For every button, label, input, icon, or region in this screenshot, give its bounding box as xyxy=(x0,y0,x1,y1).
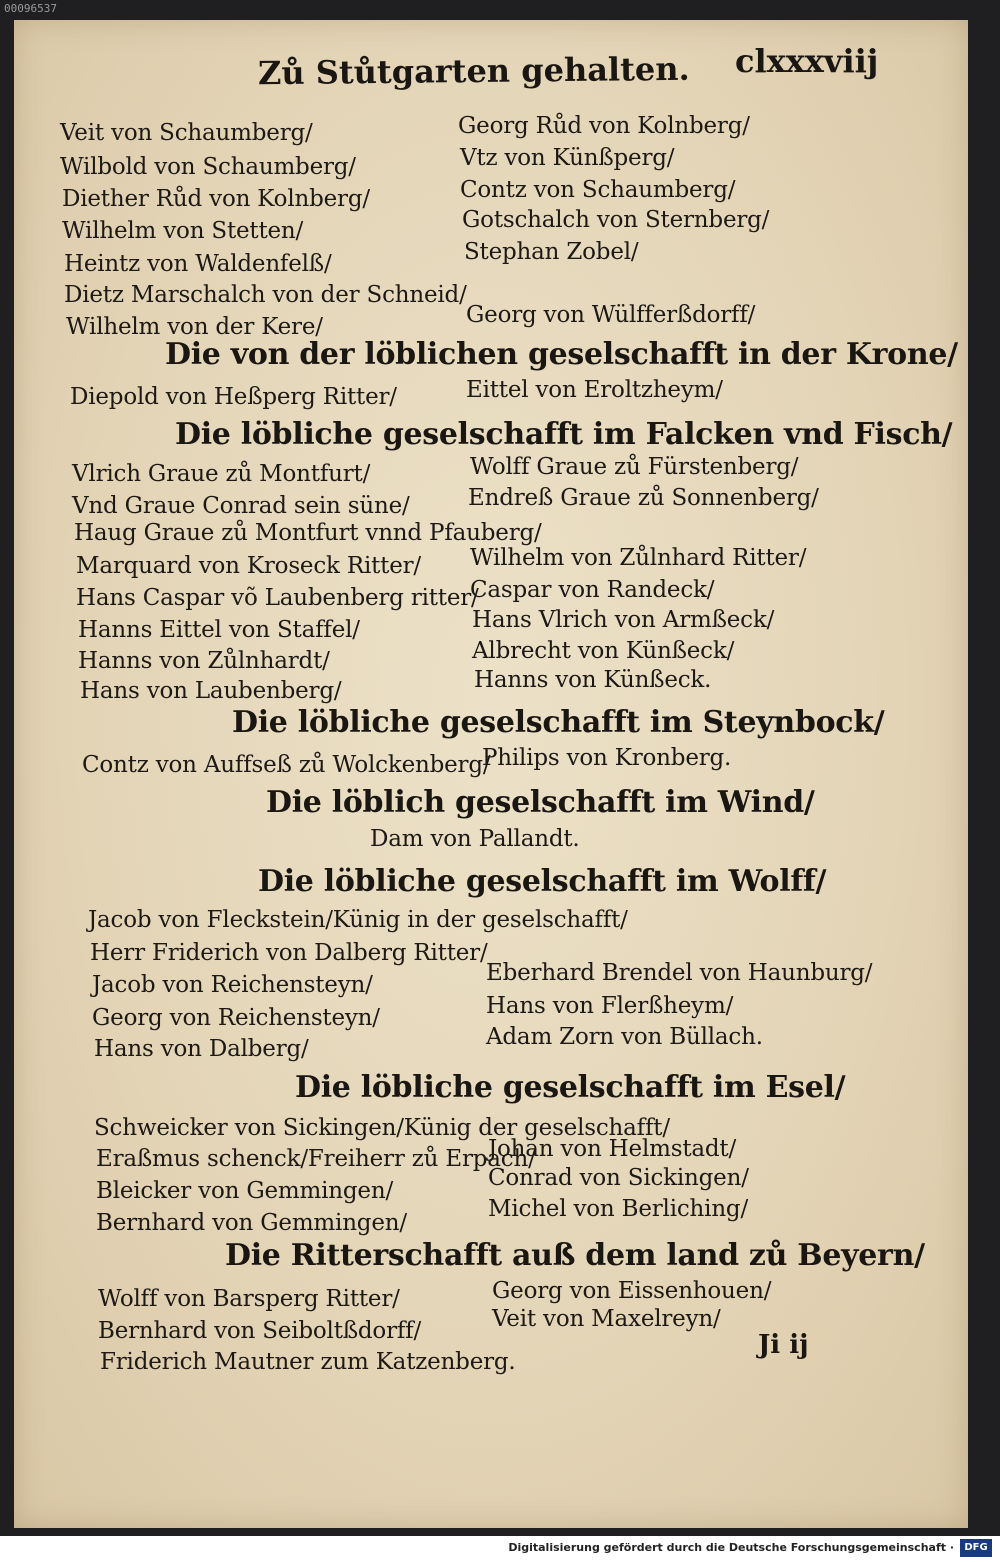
section-heading: Die löbliche geselschafft im Wolff/ xyxy=(258,864,827,899)
name-line: Herr Friderich von Dalberg Ritter/ xyxy=(90,940,488,966)
name-line: Haug Graue zů Montfurt vnnd Pfauberg/ xyxy=(74,520,542,546)
name-line: Diepold von Heßperg Ritter/ xyxy=(70,384,397,410)
section-heading: Die löblich geselschafft im Wind/ xyxy=(266,785,815,820)
name-line: Bernhard von Gemmingen/ xyxy=(96,1210,407,1236)
name-line: Endreß Graue zů Sonnenberg/ xyxy=(468,485,819,511)
folio-number: clxxxviij xyxy=(735,42,879,80)
name-line: Gotschalch von Sternberg/ xyxy=(462,207,770,233)
section-heading: Die löbliche geselschafft im Steynbock/ xyxy=(232,705,885,740)
name-line: Bernhard von Seiboltßdorff/ xyxy=(98,1318,422,1344)
name-line: Michel von Berliching/ xyxy=(488,1196,748,1222)
dfg-logo: DFG xyxy=(960,1539,992,1557)
name-line: Contz von Auffseß zů Wolckenberg/ xyxy=(82,752,491,778)
name-line: Wilhelm von der Kere/ xyxy=(66,314,323,340)
name-line: Albrecht von Künßeck/ xyxy=(472,638,735,664)
name-line: Stephan Zobel/ xyxy=(464,239,639,265)
name-line: Hans von Laubenberg/ xyxy=(80,678,342,704)
section-heading: Die Ritterschafft auß dem land zů Beyern/ xyxy=(225,1238,925,1273)
name-line: Vnd Graue Conrad sein süne/ xyxy=(72,493,410,519)
name-line: Eittel von Eroltzheym/ xyxy=(466,377,723,403)
section-heading: Die löbliche geselschafft im Falcken vnd Fisch/ xyxy=(175,417,953,452)
name-line: Adam Zorn von Büllach. xyxy=(486,1024,763,1050)
name-line: Dietz Marschalch von der Schneid/ xyxy=(64,282,467,308)
name-line: Hans von Dalberg/ xyxy=(94,1036,309,1062)
name-line: Heintz von Waldenfelß/ xyxy=(64,251,332,277)
name-line: Vtz von Künßperg/ xyxy=(460,145,675,171)
name-line: Eberhard Brendel von Haunburg/ xyxy=(486,960,873,986)
name-line: Veit von Maxelreyn/ xyxy=(492,1306,721,1332)
name-line: Jacob von Reichensteyn/ xyxy=(92,972,373,998)
section-heading: Die von der löblichen geselschafft in der Krone/ xyxy=(165,337,958,372)
name-line: Dam von Pallandt. xyxy=(370,826,580,852)
name-line: Hans von Flerßheym/ xyxy=(486,993,734,1019)
name-line: Friderich Mautner zum Katzenberg. xyxy=(100,1349,516,1375)
name-line: Georg von Wülfferßdorff/ xyxy=(466,302,756,328)
name-line: Jacob von Fleckstein/Künig in der geselschafft/ xyxy=(88,907,628,933)
name-line: Conrad von Sickingen/ xyxy=(488,1165,749,1191)
name-line: Diether Růd von Kolnberg/ xyxy=(62,186,370,212)
name-line: Georg von Reichensteyn/ xyxy=(92,1005,380,1031)
name-line: Vlrich Graue zů Montfurt/ xyxy=(72,461,371,487)
name-line: Georg von Eissenhouen/ xyxy=(492,1278,772,1304)
name-line: Schweicker von Sickingen/Künig der geselschafft/ xyxy=(94,1115,670,1141)
scan-id: 00096537 xyxy=(4,2,57,15)
name-line: Georg Růd von Kolnberg/ xyxy=(458,113,750,139)
name-line: Philips von Kronberg. xyxy=(482,745,732,771)
footer-credit: Digitalisierung gefördert durch die Deutsche Forschungsgemeinschaft · xyxy=(508,1541,954,1554)
name-line: Hanns von Zůlnhardt/ xyxy=(78,648,330,674)
running-title: Zů Stůtgarten gehalten. xyxy=(257,49,690,93)
section-heading: Die löbliche geselschafft im Esel/ xyxy=(295,1070,846,1105)
name-line: Bleicker von Gemmingen/ xyxy=(96,1178,393,1204)
name-line: Wilbold von Schaumberg/ xyxy=(60,154,356,180)
footer-bar xyxy=(0,1536,1000,1562)
name-line: Wolff von Barsperg Ritter/ xyxy=(98,1286,400,1312)
name-line: Contz von Schaumberg/ xyxy=(460,177,736,203)
name-line: Johan von Helmstadt/ xyxy=(488,1136,736,1162)
name-line: Veit von Schaumberg/ xyxy=(60,120,313,146)
name-line: Caspar von Randeck/ xyxy=(470,577,715,603)
name-line: Marquard von Kroseck Ritter/ xyxy=(76,553,421,579)
name-line: Hanns von Künßeck. xyxy=(474,667,712,693)
name-line: Wilhelm von Stetten/ xyxy=(62,218,304,244)
name-line: Hanns Eittel von Staffel/ xyxy=(78,617,360,643)
signature-mark: Ji ij xyxy=(758,1330,809,1360)
name-line: Hans Caspar võ Laubenberg ritter/ xyxy=(76,585,479,611)
name-line: Wolff Graue zů Fürstenberg/ xyxy=(470,454,799,480)
name-line: Wilhelm von Zůlnhard Ritter/ xyxy=(470,545,807,571)
name-line: Eraßmus schenck/Freiherr zů Erpach/ xyxy=(96,1146,536,1172)
name-line: Hans Vlrich von Armßeck/ xyxy=(472,607,775,633)
